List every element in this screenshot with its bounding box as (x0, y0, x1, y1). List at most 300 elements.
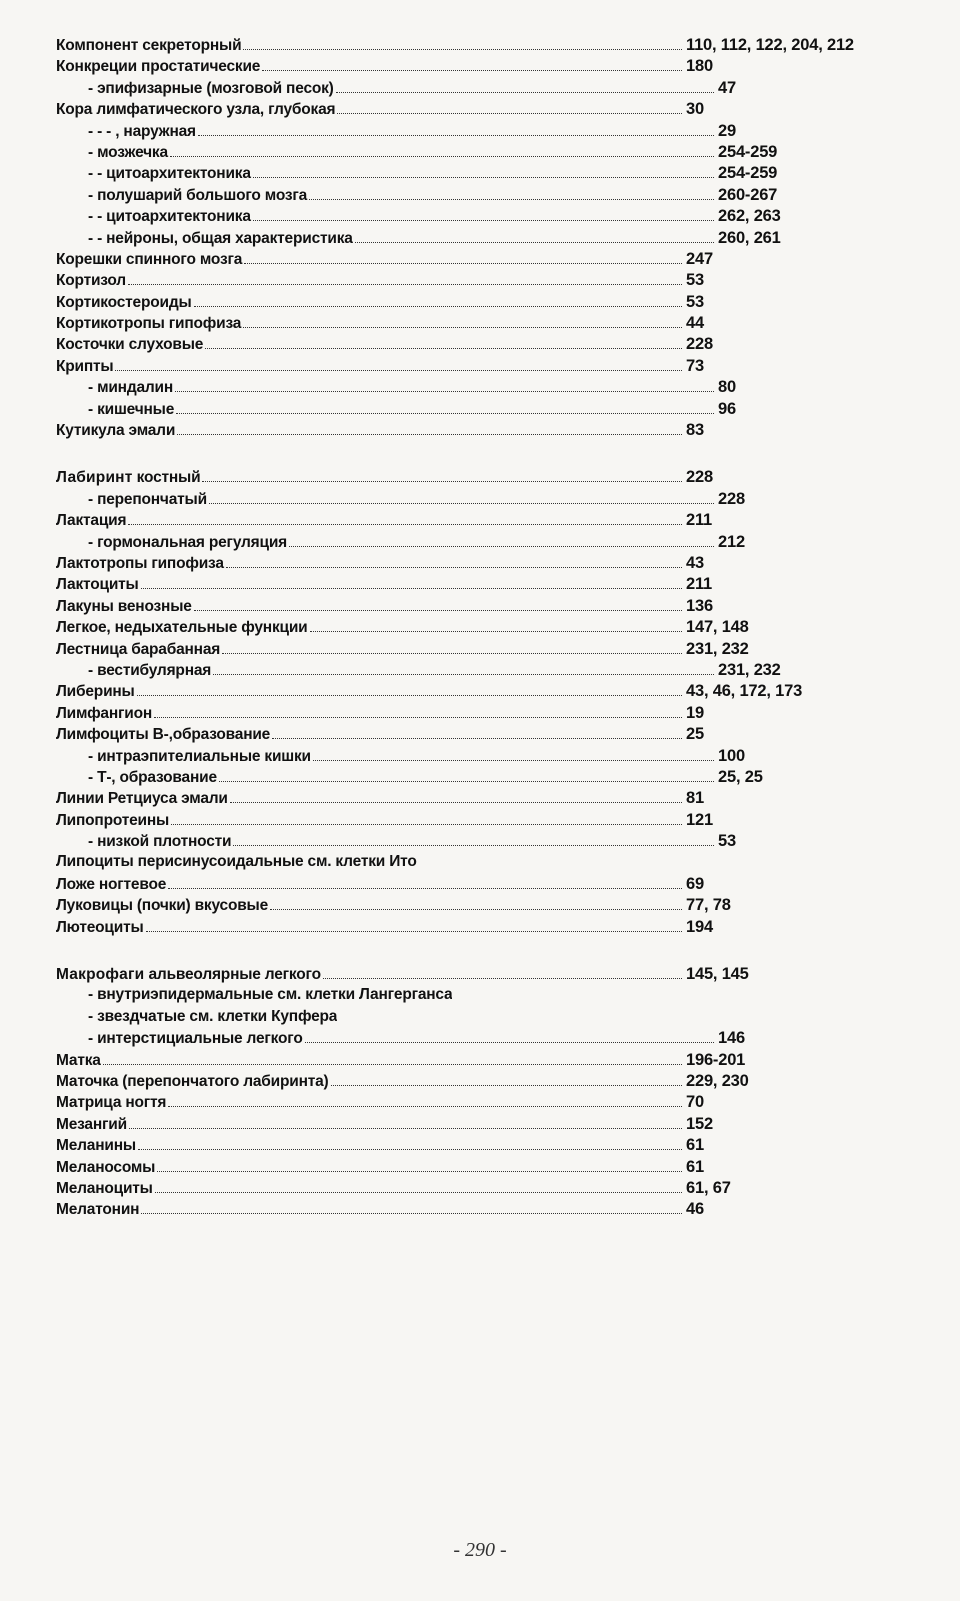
index-page-refs: 19 (686, 703, 704, 722)
index-term (56, 294, 192, 312)
index-term-text: Легкое, недыхательные функции (56, 619, 308, 637)
index-term (56, 1201, 139, 1219)
index-term-text: Линии Ретциуса эмали (56, 790, 228, 808)
index-entry (56, 335, 936, 356)
index-term (88, 123, 196, 141)
index-entry (56, 1008, 936, 1029)
index-entry (56, 511, 936, 532)
index-page-refs: 196-201 (686, 1050, 746, 1069)
index-term (56, 683, 135, 701)
dot-leader (272, 738, 682, 739)
dot-leader (171, 824, 682, 825)
index-term-text: Меланосомы (56, 1158, 156, 1176)
index-term (88, 187, 307, 205)
index-term (56, 1137, 136, 1155)
index-term (56, 966, 321, 984)
index-term (88, 986, 452, 1004)
index-page-refs: 231, 232 (718, 660, 781, 679)
index-term (56, 726, 270, 744)
index-page-refs: 260-267 (718, 185, 778, 204)
index-page-refs: 212 (718, 532, 745, 551)
index-term-text: - внутриэпидермальные см. клетки Лангерганса (88, 986, 453, 1004)
dot-leader (170, 156, 714, 157)
index-page-refs: 61 (686, 1157, 704, 1176)
index-page-refs: 96 (718, 399, 736, 418)
index-term (56, 1180, 153, 1198)
index-term-text: - перепончатый (88, 490, 207, 508)
index-term (56, 641, 220, 659)
dot-leader (194, 306, 682, 307)
index-term (56, 790, 228, 808)
index-term (88, 662, 211, 680)
index-entry (56, 661, 936, 682)
index-page-refs: 260, 261 (718, 228, 781, 247)
index-entry (56, 100, 936, 121)
index-term-text: костный (132, 469, 201, 487)
index-term-text: - полушарий большого мозга (88, 186, 308, 204)
index-term (56, 705, 152, 723)
index-entry (56, 293, 936, 314)
index-entry (56, 682, 936, 703)
index-term-box (56, 512, 684, 530)
index-term-text: - интерстициальные легкого (88, 1030, 303, 1048)
index-entry (56, 1093, 936, 1114)
index-term-box (56, 1073, 684, 1091)
index-term (56, 897, 268, 915)
index-term-box (88, 144, 716, 162)
index-entry (56, 986, 936, 1007)
dot-leader (176, 413, 714, 414)
index-term-box (56, 790, 684, 808)
index-entry (56, 875, 936, 896)
index-entry (56, 143, 936, 164)
index-entry (56, 1179, 936, 1200)
index-entry (56, 1115, 936, 1136)
index-term (56, 919, 144, 937)
index-term-box (56, 966, 684, 984)
index-page-refs: 147, 148 (686, 618, 749, 637)
index-term (56, 315, 241, 333)
index-term (56, 422, 175, 440)
dot-leader (355, 242, 714, 243)
index-entry (56, 378, 936, 399)
index-term-text: - вестибулярная (88, 661, 212, 679)
index-page-refs: 211 (686, 575, 713, 594)
index-entry (56, 853, 936, 874)
index-term-text: Липопротеины (56, 811, 170, 829)
index-page-refs: 262, 263 (718, 207, 781, 226)
dot-leader (128, 524, 682, 525)
index-term-text: - - нейроны, общая характеристика (88, 229, 353, 247)
index-term (56, 37, 241, 55)
dot-leader (337, 113, 682, 114)
index-page-refs: 43, 46, 172, 173 (686, 682, 803, 701)
dot-leader (243, 49, 682, 50)
index-entry (56, 896, 936, 917)
dot-leader (331, 1085, 683, 1086)
dot-leader (289, 546, 714, 547)
index-term-box (56, 683, 684, 701)
index-term-box (56, 1137, 684, 1155)
index-page-refs: 229, 230 (686, 1071, 749, 1090)
dot-leader (226, 567, 682, 568)
index-page-refs: 29 (718, 121, 736, 140)
index-term (88, 1008, 337, 1026)
dot-leader (141, 1213, 682, 1214)
index-term-text: Луковицы (почки) вкусовые (56, 897, 269, 915)
index-term (88, 1030, 303, 1048)
index-term-text: Меланоциты (56, 1179, 153, 1197)
index-page-refs: 44 (686, 314, 704, 333)
index-term (56, 1073, 329, 1091)
dot-leader (336, 92, 714, 93)
index-term (56, 1159, 155, 1177)
index-term-box (88, 401, 716, 419)
index-entry (56, 186, 936, 207)
index-page-refs: 46 (686, 1200, 704, 1219)
index-entry (56, 965, 936, 986)
index-page-refs: 53 (718, 832, 736, 851)
index-term (88, 230, 353, 248)
dot-leader (168, 1106, 682, 1107)
index-page-refs: 211 (686, 511, 713, 530)
dot-leader (154, 717, 682, 718)
index-entry (56, 57, 936, 78)
index-page-refs: 43 (686, 553, 704, 572)
index-term-text: Меланины (56, 1137, 136, 1155)
dot-leader (129, 1128, 682, 1129)
index-page-refs: 61, 67 (686, 1178, 731, 1197)
index-term-text: альвеолярные легкого (144, 966, 321, 984)
index-term-text: - эпифизарные (мозговой песок) (88, 79, 334, 97)
index-term-text: Лактотропы гипофиза (56, 554, 224, 572)
index-entry (56, 271, 936, 292)
index-page-refs: 80 (718, 378, 736, 397)
dot-leader (233, 845, 714, 846)
index-term (56, 1116, 127, 1134)
dot-leader (137, 695, 682, 696)
index-entry (56, 554, 936, 575)
dot-leader (103, 1064, 682, 1065)
index-entry (56, 1072, 936, 1093)
index-entry (56, 1029, 936, 1050)
index-entry (56, 618, 936, 639)
index-term (88, 379, 173, 397)
index-entry (56, 122, 936, 143)
index-term (56, 336, 203, 354)
dot-leader (244, 263, 682, 264)
index-page-refs: 121 (686, 810, 713, 829)
dot-leader (146, 931, 683, 932)
index-page-refs: 228 (718, 489, 745, 508)
index-term (88, 80, 334, 98)
index-term-text: Лимфоциты В-,образование (56, 726, 271, 744)
index-page-refs: 53 (686, 271, 704, 290)
index-term (56, 101, 335, 119)
index-entry (56, 533, 936, 554)
index-entry (56, 207, 936, 228)
index-term-text: Лимфангион (56, 704, 153, 722)
index-entry (56, 832, 936, 853)
index-term-text: - миндалин (88, 379, 174, 397)
dot-leader (310, 631, 682, 632)
index-term-text: Корешки спинного мозга (56, 250, 243, 268)
index-term (56, 1094, 166, 1112)
index-term-box (56, 469, 684, 487)
index-page-refs: 110, 112, 122, 204, 212 (686, 36, 854, 54)
index-term-text: Лактация (56, 512, 127, 530)
dot-leader (219, 781, 714, 782)
index-term-box (88, 230, 716, 248)
index-term (56, 576, 139, 594)
index-term-text: Лютеоциты (56, 918, 144, 936)
index-term-box (56, 726, 684, 744)
index-page-refs: 83 (686, 421, 704, 440)
index-term-box (88, 80, 716, 98)
index-term-box (88, 123, 716, 141)
index-term-box (88, 208, 716, 226)
index-term-box (56, 641, 684, 659)
index-page-refs: 81 (686, 789, 704, 808)
index-entry (56, 1200, 936, 1221)
index-term-text: Мезангий (56, 1115, 127, 1133)
index-term-box (88, 1030, 716, 1048)
index-term-box (56, 37, 684, 55)
index-term-box (88, 748, 716, 766)
index-term-box (56, 1094, 684, 1112)
index-term-text: Крипты (56, 357, 114, 375)
index-page-refs: 247 (686, 249, 713, 268)
dot-leader (213, 674, 714, 675)
index-entry (56, 1136, 936, 1157)
index-entry (56, 575, 936, 596)
index-page-refs: 77, 78 (686, 896, 731, 915)
dot-leader (138, 1149, 682, 1150)
index-term-text: Маточка (перепончатого лабиринта) (56, 1072, 329, 1090)
index-term-text: Лестница барабанная (56, 640, 221, 658)
dot-leader (222, 653, 682, 654)
index-term (56, 619, 308, 637)
index-term-box (56, 876, 684, 894)
index-term-text: - - - , наружная (88, 122, 196, 140)
index-term-box (56, 1180, 684, 1198)
index-term-box (56, 315, 684, 333)
index-term-box (56, 101, 684, 119)
index-page-refs: 231, 232 (686, 639, 749, 658)
index-term-box (56, 1201, 684, 1219)
dot-leader (323, 978, 682, 979)
index-page-refs: 25 (686, 725, 704, 744)
index-term-box (56, 1159, 684, 1177)
index-term-box (56, 705, 684, 723)
index-page-refs: 136 (686, 596, 713, 615)
index-term (88, 748, 311, 766)
index-term-text: Кора лимфатического узла, глубокая (56, 101, 336, 119)
index-page-refs: 30 (686, 100, 704, 119)
dot-leader (270, 909, 682, 910)
dot-leader (205, 348, 682, 349)
index-term-box (56, 576, 684, 594)
index-term (56, 853, 417, 871)
index-entry (56, 400, 936, 421)
index-term-text: Мелатонин (56, 1201, 140, 1219)
dot-leader (155, 1192, 682, 1193)
index-page-refs: 69 (686, 874, 704, 893)
index-term-box (56, 1116, 684, 1134)
index-term-text: Ложе ногтевое (56, 875, 167, 893)
index-term (88, 401, 174, 419)
dot-leader (313, 760, 714, 761)
index-term-box (56, 294, 684, 312)
index-entry (56, 1158, 936, 1179)
index-term-text: Либерины (56, 683, 135, 701)
index-term-box (88, 534, 716, 552)
index-term-text: Лакуны венозные (56, 597, 192, 615)
index-page-refs: 25, 25 (718, 767, 763, 786)
index-term (56, 812, 169, 830)
index-page-refs: 145, 145 (686, 965, 749, 984)
dot-leader (202, 481, 682, 482)
index-term (56, 555, 224, 573)
index-term-box (56, 272, 684, 290)
index-term (88, 208, 251, 226)
index-page-refs: 73 (686, 356, 704, 375)
dot-leader (243, 327, 682, 328)
dot-leader (305, 1042, 714, 1043)
index-term-text: - низкой плотности (88, 833, 232, 851)
dot-leader (209, 503, 714, 504)
index-term-text: Липоциты перисинусоидальные см. клетки Ито (56, 853, 417, 871)
index-term (56, 251, 242, 269)
index-entry (56, 747, 936, 768)
index-term (88, 144, 168, 162)
index-term (56, 469, 200, 487)
index-term-text: - интраэпителиальные кишки (88, 747, 311, 765)
dot-leader (262, 70, 682, 71)
index-term (88, 165, 251, 183)
index-entry (56, 1051, 936, 1072)
index-page-refs: 180 (686, 57, 713, 76)
section-gap (56, 442, 936, 468)
index-entry (56, 768, 936, 789)
section-gap (56, 939, 936, 965)
dot-leader (115, 370, 682, 371)
index-term-box (88, 833, 716, 851)
index-entry (56, 36, 936, 57)
index-term-text: - звездчатые см. клетки Купфера (88, 1007, 338, 1025)
index-page-refs: 228 (686, 335, 713, 354)
index-term-box (56, 897, 684, 915)
index-term (56, 512, 126, 530)
index-term (56, 358, 113, 376)
index-term (56, 272, 126, 290)
index-term-text: Кортикотропы гипофиза (56, 315, 242, 333)
dot-leader (157, 1171, 682, 1172)
index-entry (56, 490, 936, 511)
index-term (88, 769, 217, 787)
index-entry (56, 918, 936, 939)
index-page-refs: 70 (686, 1093, 704, 1112)
dot-leader (309, 199, 714, 200)
index-term-text: Лактоциты (56, 576, 139, 594)
index-term (56, 58, 260, 76)
index-term (56, 1052, 101, 1070)
index-entry (56, 357, 936, 378)
index-entry (56, 468, 936, 489)
index-term-text: Кортикостероиды (56, 293, 192, 311)
index-entry (56, 164, 936, 185)
index-term-box (56, 555, 684, 573)
index-term (88, 534, 287, 552)
index-term (56, 598, 192, 616)
index-term-box (88, 491, 716, 509)
index-term-box (56, 58, 684, 76)
dot-leader (198, 135, 714, 136)
dot-leader (230, 802, 682, 803)
index-term-text: Кутикула эмали (56, 422, 176, 440)
index-page-refs: 61 (686, 1136, 704, 1155)
index-term-box (88, 986, 452, 1004)
index-headword: Лабиринт (56, 469, 133, 487)
index-term-box (88, 379, 716, 397)
index-term-text: - кишечные (88, 400, 175, 418)
dot-leader (253, 177, 714, 178)
index-term-text: - - цитоархитектоника (88, 165, 251, 183)
dot-leader (194, 610, 682, 611)
index-term-box (56, 919, 684, 937)
index-term-box (56, 251, 684, 269)
index-term (88, 833, 231, 851)
index-term-box (56, 853, 417, 871)
index-term-text: - Т-, образование (88, 768, 217, 786)
index-headword: Макрофаги (56, 966, 145, 984)
index-term-text: - мозжечка (88, 143, 168, 161)
dot-leader (175, 391, 714, 392)
index-term-text: Компонент секреторный (56, 37, 242, 54)
index-term-box (88, 1008, 337, 1026)
index-term-box (56, 358, 684, 376)
index-page-refs: 152 (686, 1114, 713, 1133)
index-term-box (88, 165, 716, 183)
index-term (56, 876, 166, 894)
index-page-refs: 254-259 (718, 164, 778, 183)
index-page-refs: 228 (686, 468, 713, 487)
index-entry (56, 597, 936, 618)
index-entry (56, 314, 936, 335)
index-term-text: - гормональная регуляция (88, 533, 288, 551)
index-term-box (56, 1052, 684, 1070)
dot-leader (141, 588, 682, 589)
index-list (56, 36, 936, 1222)
index-page-refs: 194 (686, 917, 713, 936)
index-entry (56, 79, 936, 100)
index-page-refs: 146 (718, 1029, 745, 1048)
dot-leader (253, 220, 714, 221)
index-page-refs: 254-259 (718, 142, 778, 161)
index-entry (56, 704, 936, 725)
dot-leader (168, 888, 682, 889)
index-entry (56, 811, 936, 832)
index-term (88, 491, 207, 509)
index-page-refs: 100 (718, 746, 745, 765)
index-term-box (56, 598, 684, 616)
index-entry (56, 229, 936, 250)
index-term-text: Косточки слуховые (56, 336, 204, 354)
index-term-text: Матрица ногтя (56, 1094, 167, 1112)
index-entry (56, 250, 936, 271)
dot-leader (128, 284, 682, 285)
index-term-box (56, 422, 684, 440)
